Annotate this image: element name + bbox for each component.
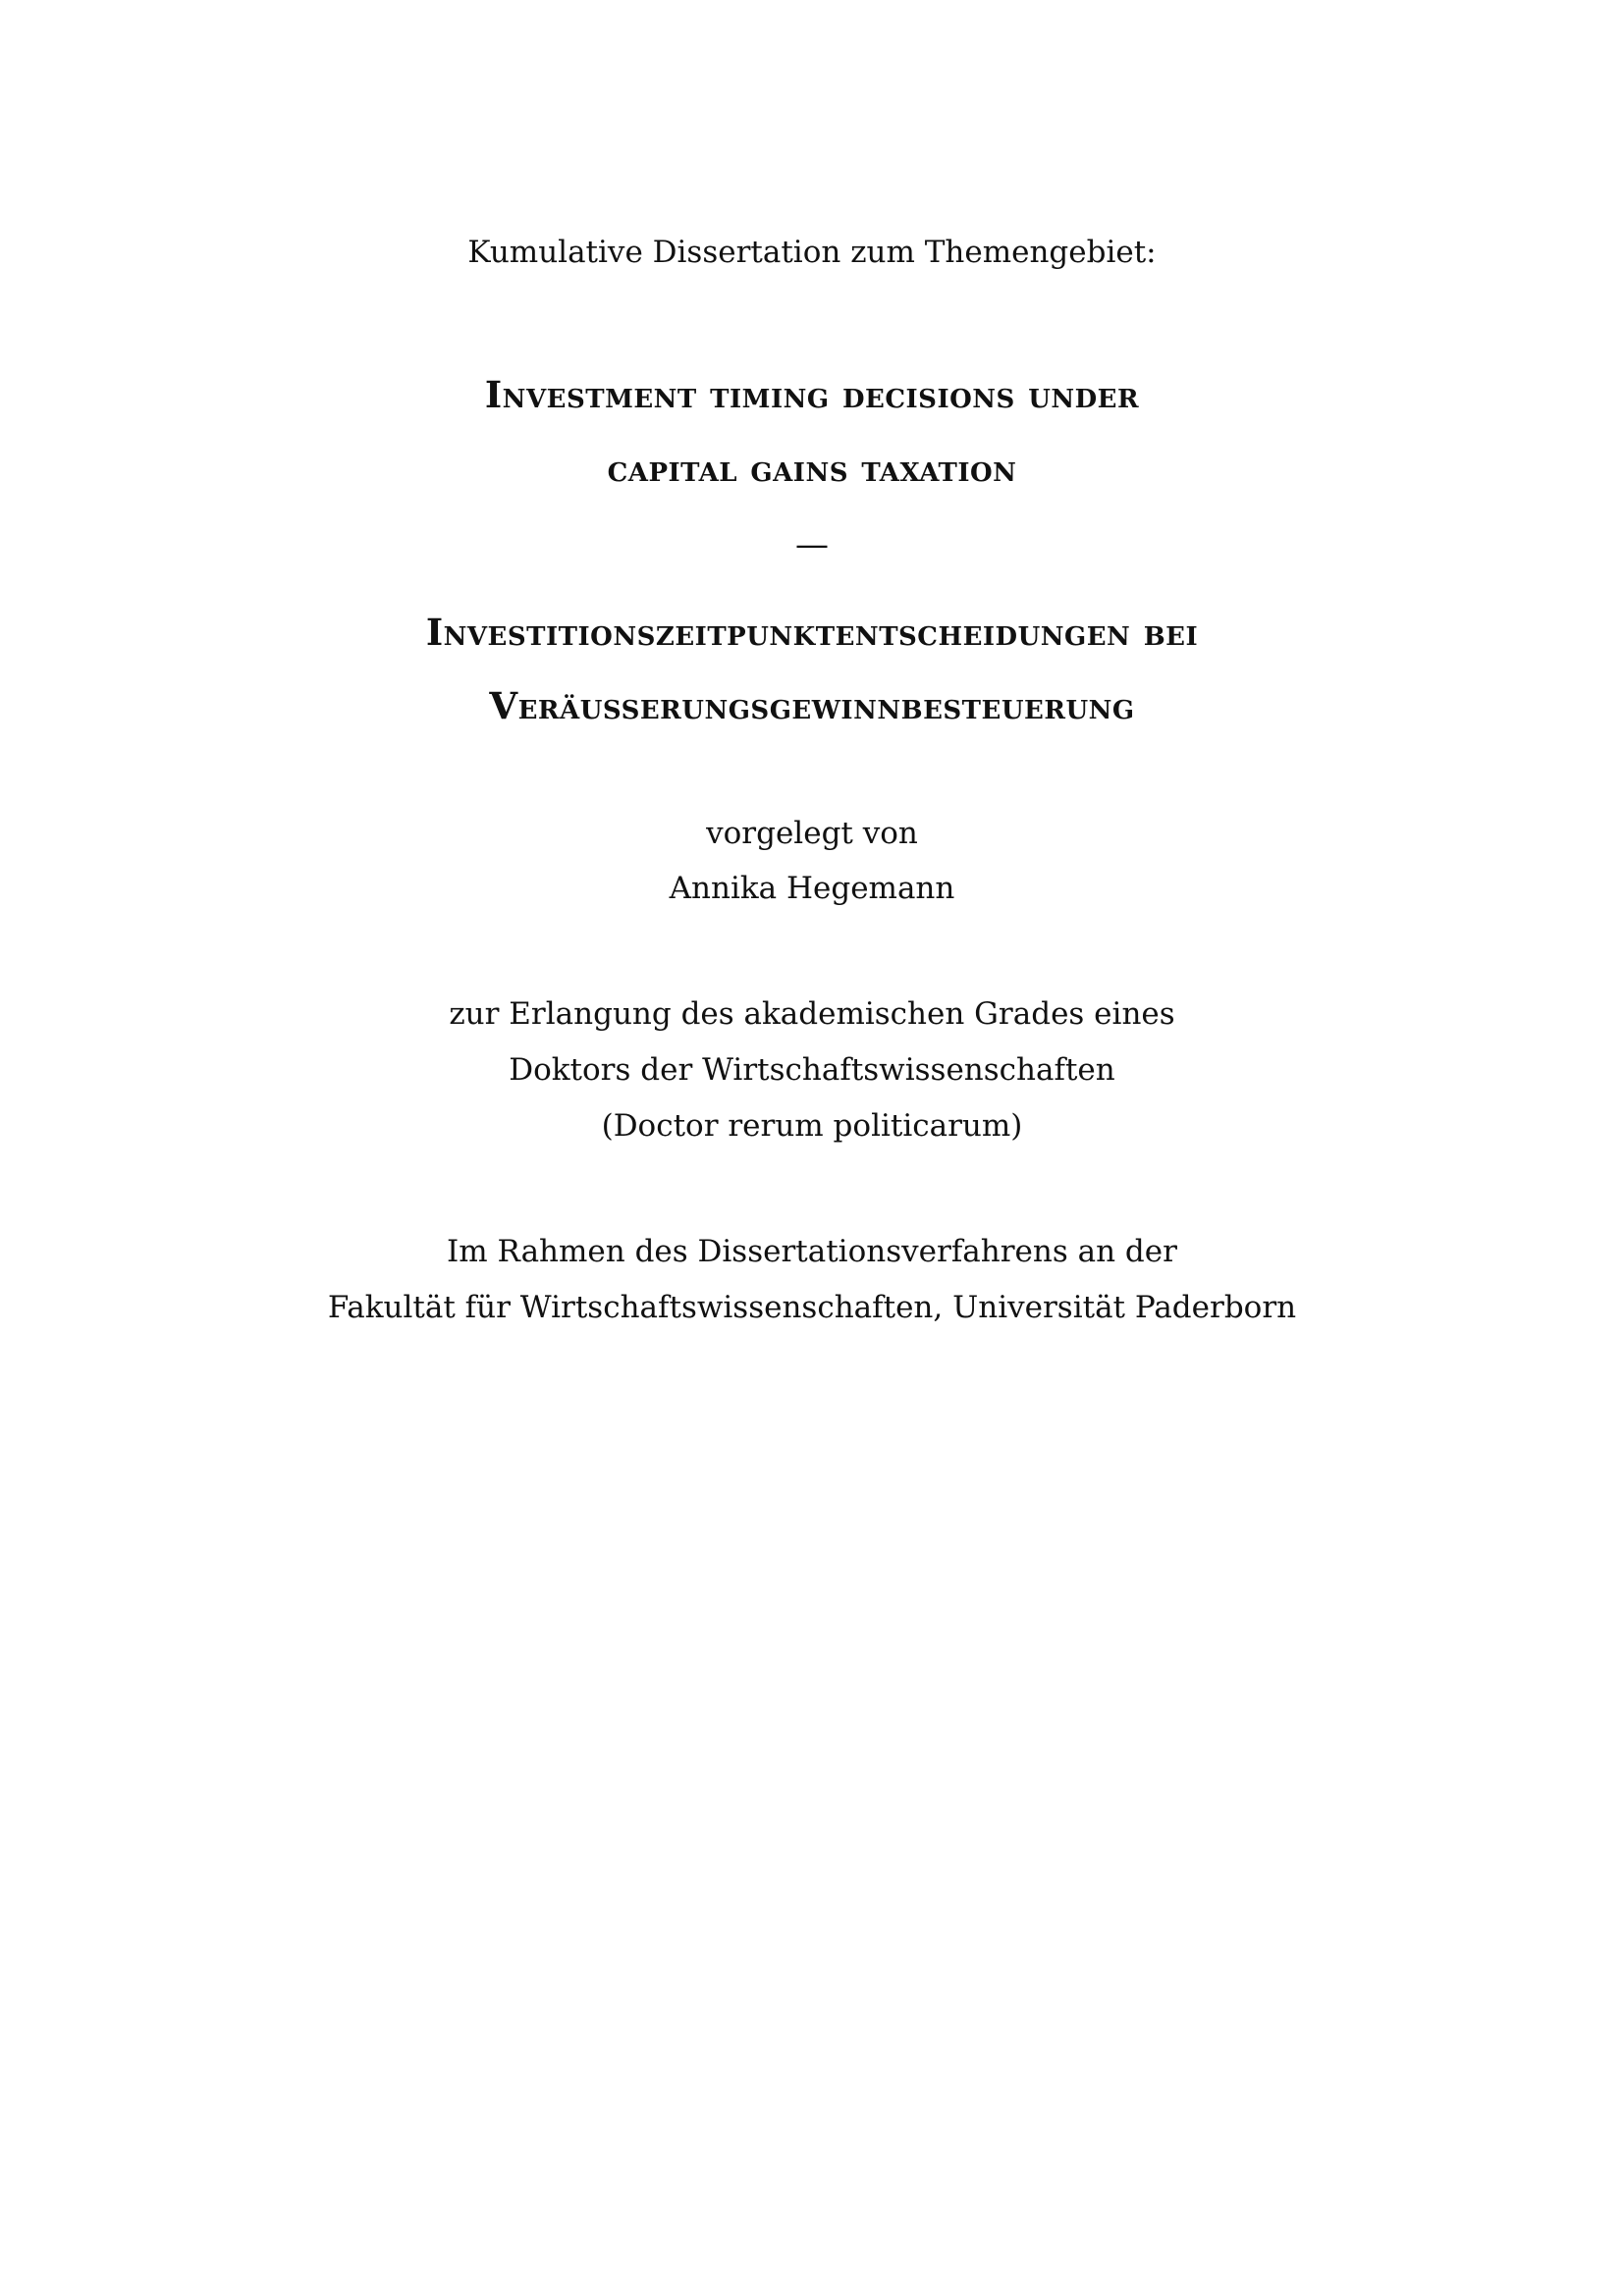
degree-line-2: Doktors der Wirtschaftswissenschaften — [509, 1052, 1115, 1088]
institution-line-1: Im Rahmen des Dissertationsverfahrens an der — [447, 1234, 1177, 1269]
title-separator: — — [795, 525, 829, 564]
subject-intro-line: Kumulative Dissertation zum Themengebiet: — [467, 235, 1157, 270]
english-title-line-1: Investment timing decisions under — [484, 373, 1140, 416]
german-title-line-2: Veräusserungsgewinnbesteuerung — [489, 684, 1135, 727]
german-title-line-1: Investitionszeitpunktentscheidungen bei — [425, 611, 1199, 654]
degree-line-1: zur Erlangung des akademischen Grades eines — [449, 996, 1175, 1032]
submitted-by-line: vorgelegt von — [706, 816, 918, 851]
author-name: Annika Hegemann — [669, 871, 955, 906]
english-title-line-2: capital gains taxation — [607, 447, 1017, 490]
institution-line-2: Fakultät für Wirtschaftswissenschaften, Universität Paderborn — [327, 1290, 1297, 1325]
degree-line-3: (Doctor rerum politicarum) — [601, 1108, 1023, 1144]
